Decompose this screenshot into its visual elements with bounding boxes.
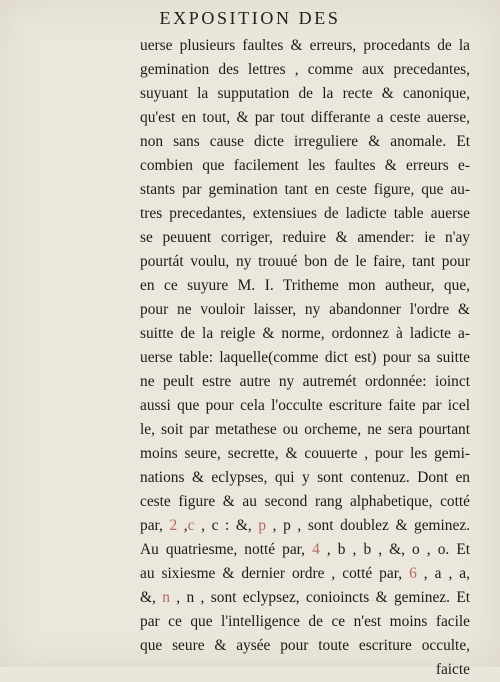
text-segment: , p , sont doublez & geminez. [266,517,471,534]
text-segment: au sixiesme & dernier ordre , cotté par, [140,565,410,582]
rubricated-mark: 4 [312,541,320,558]
rubricated-mark: 6 [409,565,417,582]
rubricated-mark: n [162,589,170,606]
text-line: stants par gemination tant en ceste figure, que au- [140,181,470,198]
text-line: suitte de la reigle & norme, ordonnez à ladicte a- [140,325,470,342]
text-line [140,538,470,562]
running-header: EXPOSITION DES [159,8,341,28]
text-line: aussi que pour cela l'occulte escriture faite par icel [140,397,470,414]
text-segment: , c : &, [194,517,259,534]
text-line: en ce suyure M. I. Tritheme mon autheur, que, [140,277,470,294]
text-line: que seure & aysée pour toute escriture occulte, [140,637,470,654]
text-line: qu'est en tout, & par tout differante a ceste auerse, [140,109,470,126]
text-line: nations & eclypses, qui y sont contenuz. Dont en [140,469,470,486]
text-segment: &, [140,589,163,606]
text-line [140,562,470,586]
text-segment: , a , a, [416,565,470,582]
bleed-through-shadow [250,600,450,621]
text-line: ceste figure & au second rang alphabetique, cotté [140,493,470,510]
text-line: tres precedantes, extensiues de ladicte table auerse [140,205,470,222]
text-line: pour ne vouloir laisser, ny abandonner l'ordre & [140,301,470,318]
text-line: faicte [435,661,470,678]
text-line: ne peult estre autre ny autremét ordonnée: ioinct [140,373,470,390]
rubricated-mark: c [187,517,195,534]
text-line: se peuuent corriger, reduire & amender: ie n'ay [140,229,470,246]
text-line [140,514,470,538]
text-line: combien que facilement les faultes & erreurs e- [140,157,470,174]
text-line: non sans cause dicte irreguliere & anomale. Et [140,133,470,150]
text-line: suyuant la supputation de la recte & canonique, [140,85,470,102]
text-line: gemination des lettres , comme aux precedantes, [140,61,470,78]
text-line: pourtát voulu, ny trouué bon de le faire, tant pour [140,253,470,270]
text-line: moins seure, secrette, & couuerte , pour les gemi- [140,445,470,462]
text-segment: , [177,517,188,534]
text-line: uerse table: laquelle(comme dict est) pour sa suitte [140,349,470,366]
text-line: uerse plusieurs faultes & erreurs, procedants de la [140,37,470,54]
text-segment: , b , b , &, o , o. Et [319,541,470,558]
text-line: le, soit par metathese ou orcheme, ne sera pourtant [140,421,470,438]
body-text [140,34,470,682]
rubricated-mark: 2 [169,517,178,534]
text-segment: Au quatriesme, notté par, [140,541,313,558]
rubricated-mark: p [258,517,267,534]
text-segment: par, [140,517,170,534]
text-line: par ce que l'intelligence de ce n'est moins facile [140,613,470,630]
text-segment: , n , sont eclypsez, conioincts & geminez. Et [169,589,470,606]
